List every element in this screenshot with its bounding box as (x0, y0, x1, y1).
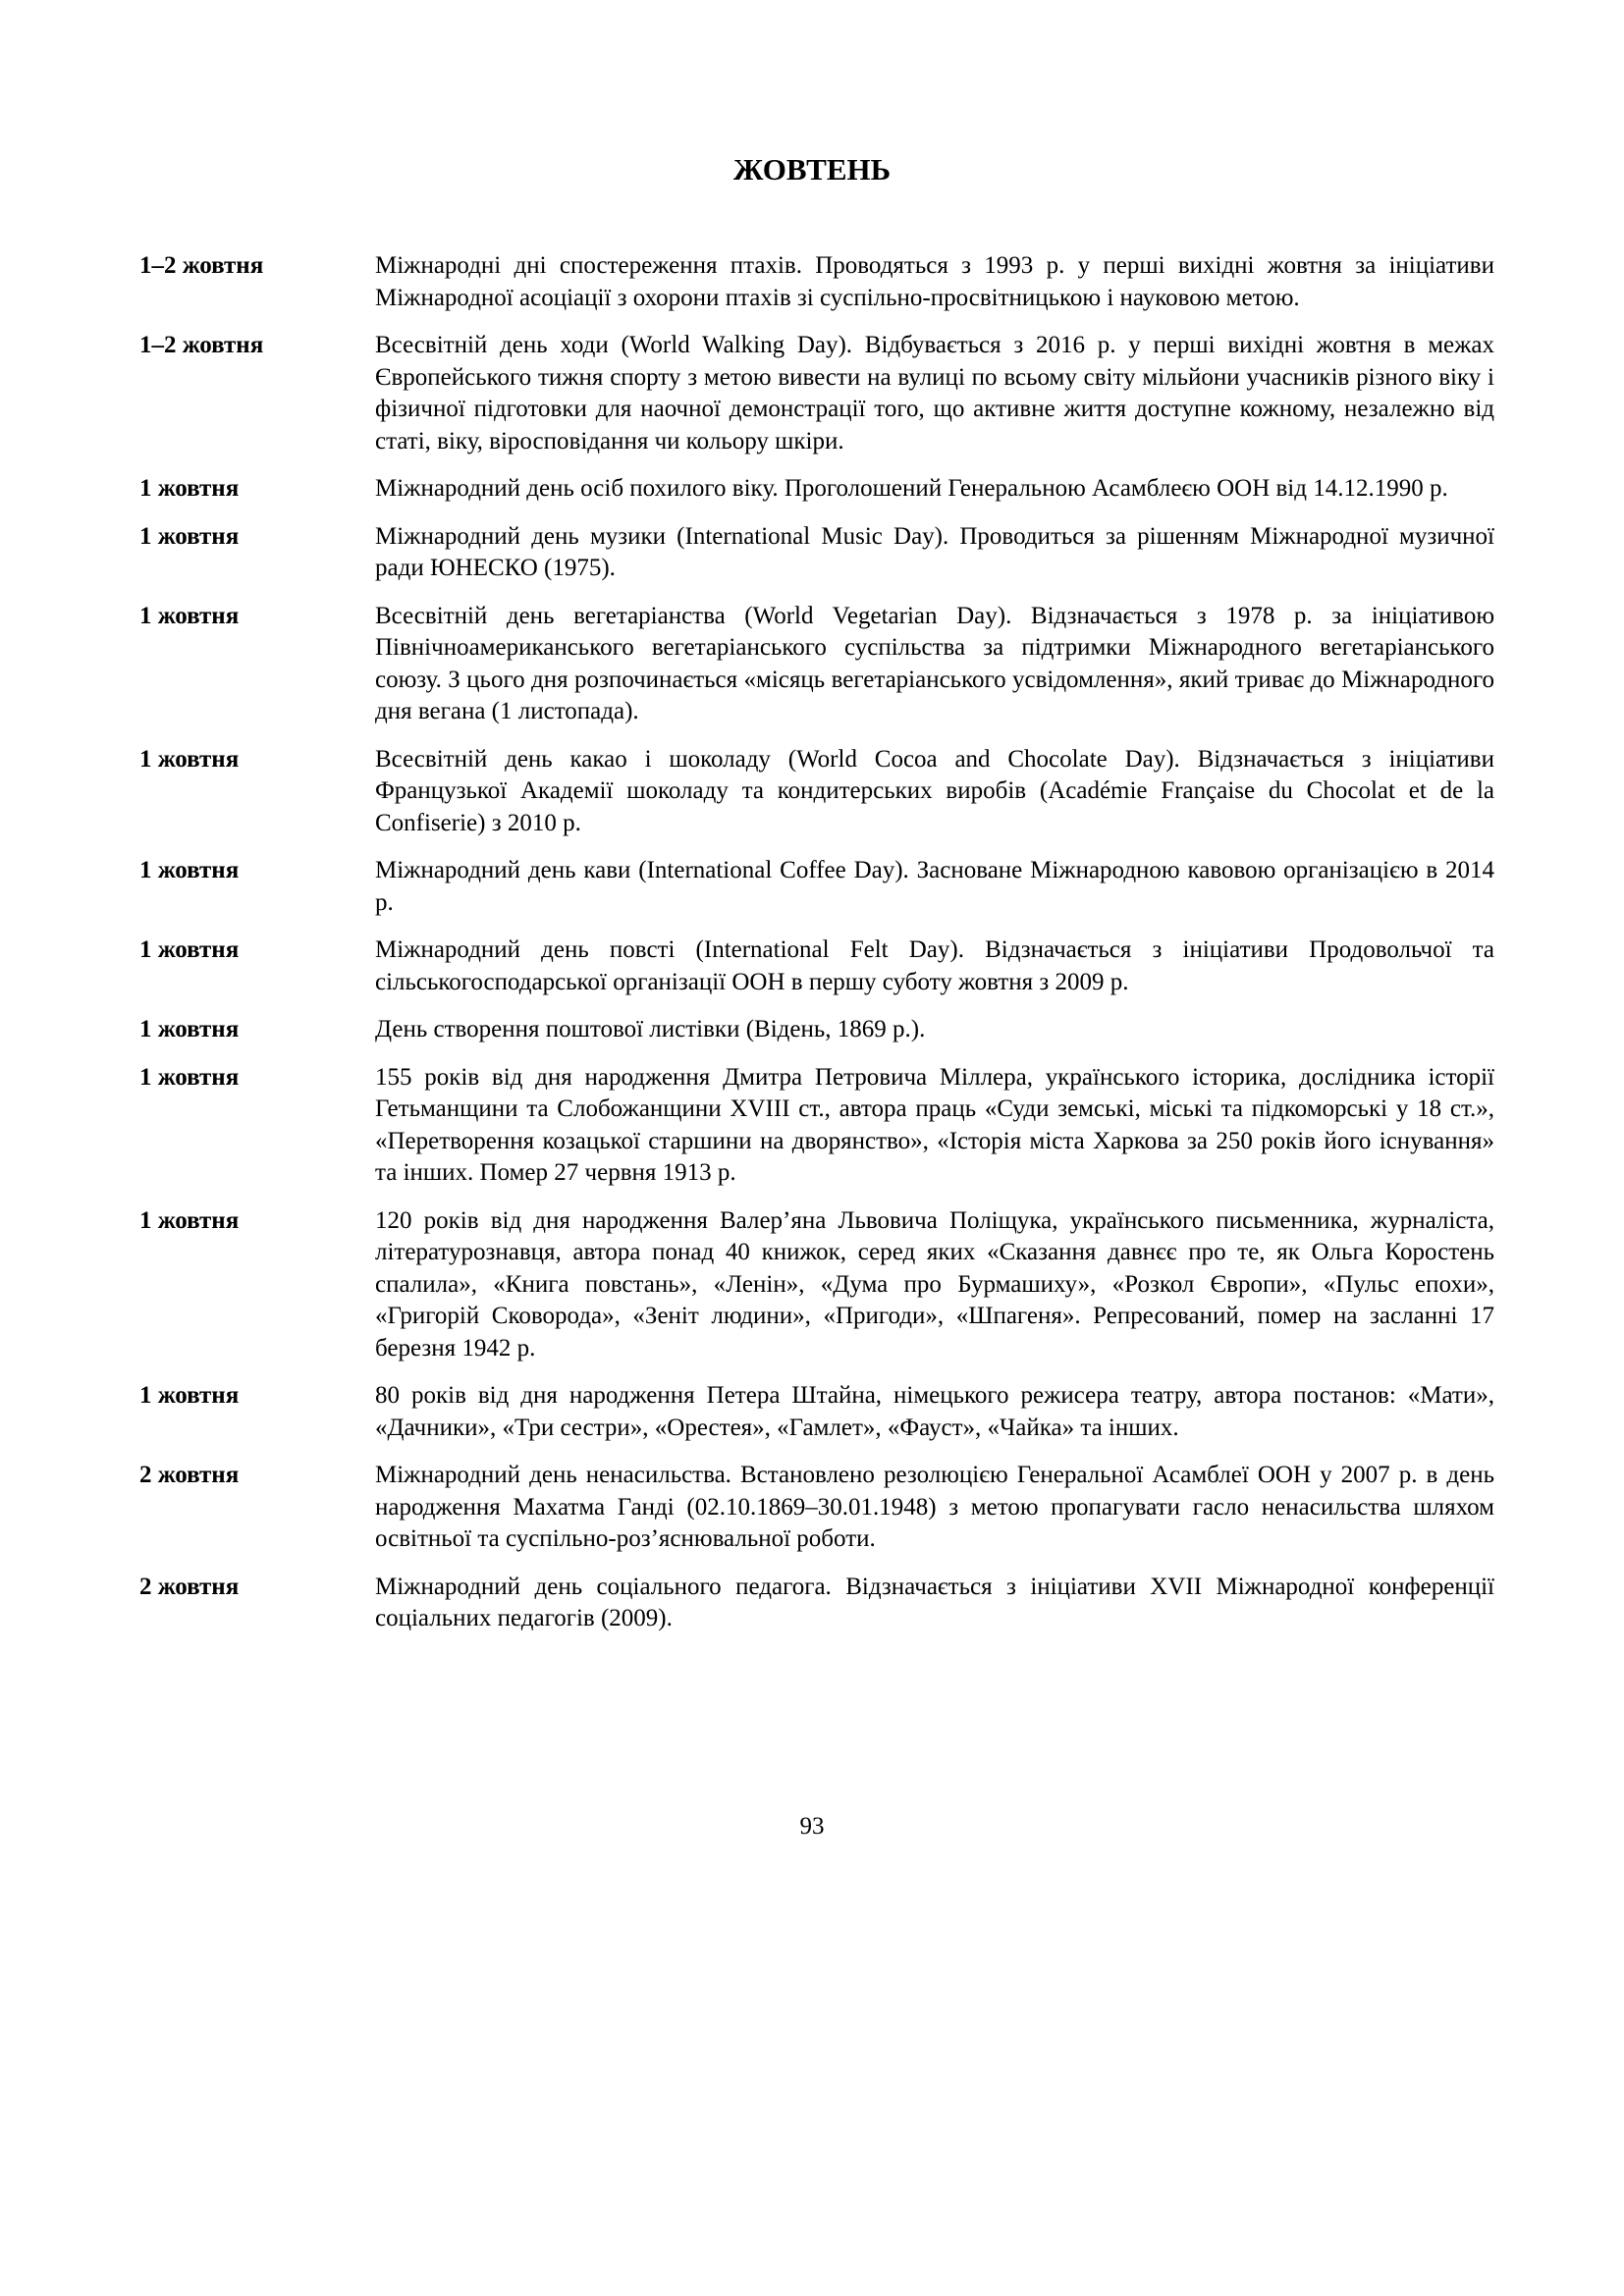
entry-description: Міжнародний день музики (International Music Day). Проводиться за рішенням Міжнародної музичної ради ЮНЕСКО (1975). (375, 522, 1494, 581)
entry-description: Міжнародні дні спостереження птахів. Проводяться з 1993 р. у перші вихідні жовтня за ініціативи Міжнародної асоціації з охорони птахів зі суспільно-просвітницькою і науковою метою. (375, 252, 1494, 311)
entry-date: 1 жовтня (139, 1382, 240, 1409)
calendar-entry (139, 601, 1494, 728)
entry-description: Міжнародний день ненасильства. Встановлено резолюцією Генеральної Асамблеї ООН у 2007 р. в день народження Махатма Ганді (02.10.1869–30.01.1948) з метою пропагувати гасло ненасильства шляхом освітньої та суспільно-роз’яснювальної роботи. (375, 1462, 1494, 1552)
entry-description: Всесвітній день какао і шоколаду (World Cocoa and Chocolate Day). Відзначається з ініціативи Французької Академії шоколаду та кондитерських виробів (Académie Française du Chocolat et de la Confiserie) з 2010 р. (375, 745, 1494, 836)
entry-description: Міжнародний день осіб похилого віку. Проголошений Генеральною Асамблеєю ООН від 14.12.1990 р. (375, 475, 1448, 502)
entry-date: 2 жовтня (139, 1462, 240, 1488)
calendar-entry (139, 330, 1494, 457)
entry-description: Всесвітній день ходи (World Walking Day). Відбувається з 2016 р. у перші вихідні жовтня в межах Європейського тижня спорту з метою вивести на вулиці по всьому світу мільйони учасників різного віку і фізичної підготовки для наочної демонстрації того, що активне життя доступне кожному, незалежно від статі, віку, віросповідання чи кольору шкіри. (375, 332, 1494, 454)
calendar-entry (139, 1380, 1494, 1444)
entry-description: 80 років від дня народження Петера Штайна, німецького режисера театру, автора постанов: «Мати», «Дачники», «Три сестри», «Орестея», «Гамлет», «Фауст», «Чайка» та інших. (375, 1382, 1494, 1441)
entry-date: 1–2 жовтня (139, 252, 264, 279)
calendar-entry (139, 250, 1494, 314)
entry-description: День створення поштової листівки (Відень, 1869 р.). (375, 1016, 926, 1042)
entry-date: 1–2 жовтня (139, 332, 264, 358)
calendar-entry (139, 1460, 1494, 1556)
entry-description: Міжнародний день соціального педагога. Відзначається з ініціативи XVII Міжнародної конференції соціальних педагогів (2009). (375, 1573, 1494, 1631)
entry-description: 155 років від дня народження Дмитра Петровича Міллера, українського історика, дослідника історії Гетьманщини та Слобожанщини XVIII ст., автора праць «Суди земські, міські та підкоморські у 18 ст.», «Перетворення козацької старшини на дворянство», «Історія міста Харкова за 250 років його існування» та інших. Помер 27 червня 1913 р. (375, 1063, 1494, 1186)
entry-description: Міжнародний день повсті (International Felt Day). Відзначається з ініціативи Продовольчої та сільськогосподарської організації ООН в першу суботу жовтня з 2009 р. (375, 936, 1494, 995)
entry-date: 1 жовтня (139, 602, 240, 629)
calendar-entry (139, 744, 1494, 840)
page-number: 93 (799, 1813, 825, 1840)
calendar-entry (139, 1014, 1494, 1046)
calendar-entry (139, 521, 1494, 585)
entry-date: 1 жовтня (139, 857, 240, 883)
entry-description: Всесвітній день вегетаріанства (World Vegetarian Day). Відзначається з 1978 р. за ініціативою Північноамериканського вегетаріанського суспільства за підтримки Міжнародного вегетаріанського союзу. З цього дня розпочинається «місяць вегетаріанського усвідомлення», який триває до Міжнародного дня вегана (1 листопада). (375, 602, 1494, 724)
calendar-entry (139, 1062, 1494, 1190)
entry-date: 1 жовтня (139, 475, 240, 502)
entry-date: 1 жовтня (139, 936, 240, 963)
calendar-entry (139, 1205, 1494, 1365)
entry-date: 1 жовтня (139, 1206, 240, 1234)
entry-description: 120 років від дня народження Валер’яна Львовича Поліщука, українського письменника, журналіста, літературознавця, автора понад 40 книжок, серед яких «Сказання давнєє про те, як Ольга Коростень спалила», «Книга повстань», «Ленін», «Дума про Бурмашиху», «Розкол Європи», «Пульс епохи», «Григорій Сковорода», «Зеніт людини», «Пригоди», «Шпагеня». Репресований, помер на засланні 17 березня 1942 р. (375, 1206, 1494, 1362)
entry-date: 1 жовтня (139, 1016, 240, 1042)
entry-date: 1 жовтня (139, 522, 240, 550)
page-title: ЖОВТЕНЬ (732, 152, 892, 187)
entry-date: 1 жовтня (139, 745, 240, 773)
calendar-entry (139, 473, 1494, 506)
calendar-entry (139, 1572, 1494, 1635)
calendar-entry (139, 934, 1494, 998)
calendar-entry (139, 855, 1494, 919)
entry-date: 1 жовтня (139, 1063, 240, 1091)
entry-description: Міжнародний день кави (International Coffee Day). Засноване Міжнародною кавовою організацією в 2014 р. (375, 857, 1494, 916)
entry-date: 2 жовтня (139, 1573, 240, 1600)
calendar-entries (139, 250, 1494, 1651)
